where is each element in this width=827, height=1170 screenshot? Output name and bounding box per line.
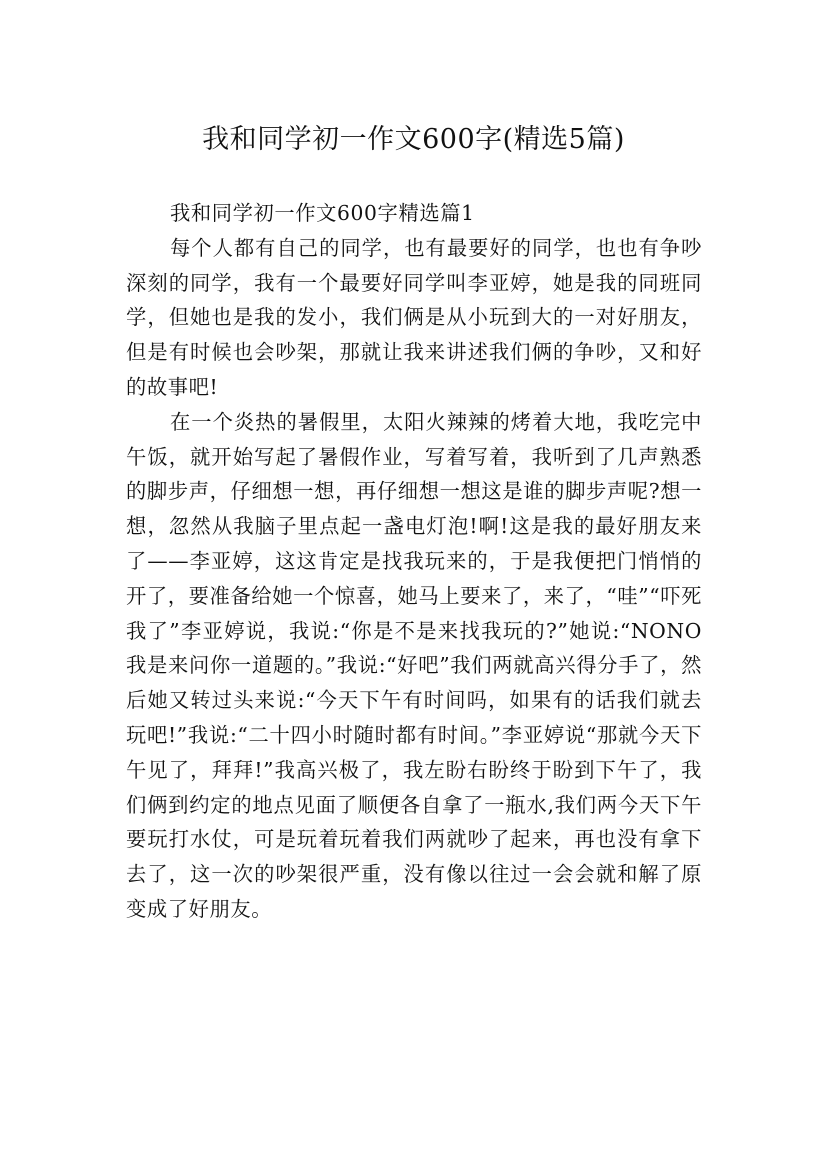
paragraph-2: 在一个炎热的暑假里，太阳火辣辣的烤着大地，我吃完中午饭，就开始写起了暑假作业，写着写着，我听到了几声熟悉的脚步声，仔细想一想，再仔细想一想这是谁的脚步声呢?想一想，忽然从我脑子里点起一盏电灯泡!啊!这是我的最好朋友来了——李亚婷，这这肯定是找我玩来的，于是我便把门悄悄的开了，要准备给她一个惊喜，她马上要来了，来了，“哇”“吓死我了”李亚婷说，我说:“你是不是来找我玩的?”她说:“NONO我是来问你一道题的。”我说:“好吧”我们两就高兴得分手了，然后她又转过头来说:“今天下午有时间吗，如果有的话我们就去玩吧!”我说:“二十四小时随时都有时间。”李亚婷说“那就今天下午见了，拜拜!”我高兴极了，我左盼右盼终于盼到下午了，我们俩到约定的地点见面了顺便各自拿了一瓶水,我们两今天下午要玩打水仗，可是玩着玩着我们两就吵了起来，再也没有拿下去了，这一次的吵架很严重，没有像以往过一会会就和解了原变成了好朋友。	[126, 409, 702, 921]
paragraph-1: 每个人都有自己的同学，也有最要好的同学，也也有争吵深刻的同学，我有一个最要好同学叫李亚婷，她是我的同班同学，但她也是我的发小，我们俩是从小玩到大的一对好朋友，但是有时候也会吵架，那就让我来讲述我们俩的争吵，又和好的故事吧!	[126, 235, 702, 399]
section-heading: 我和同学初一作文600字精选篇1	[170, 201, 475, 225]
document-title: 我和同学初一作文600字(精选5篇)	[202, 124, 625, 156]
document-body	[126, 196, 702, 927]
